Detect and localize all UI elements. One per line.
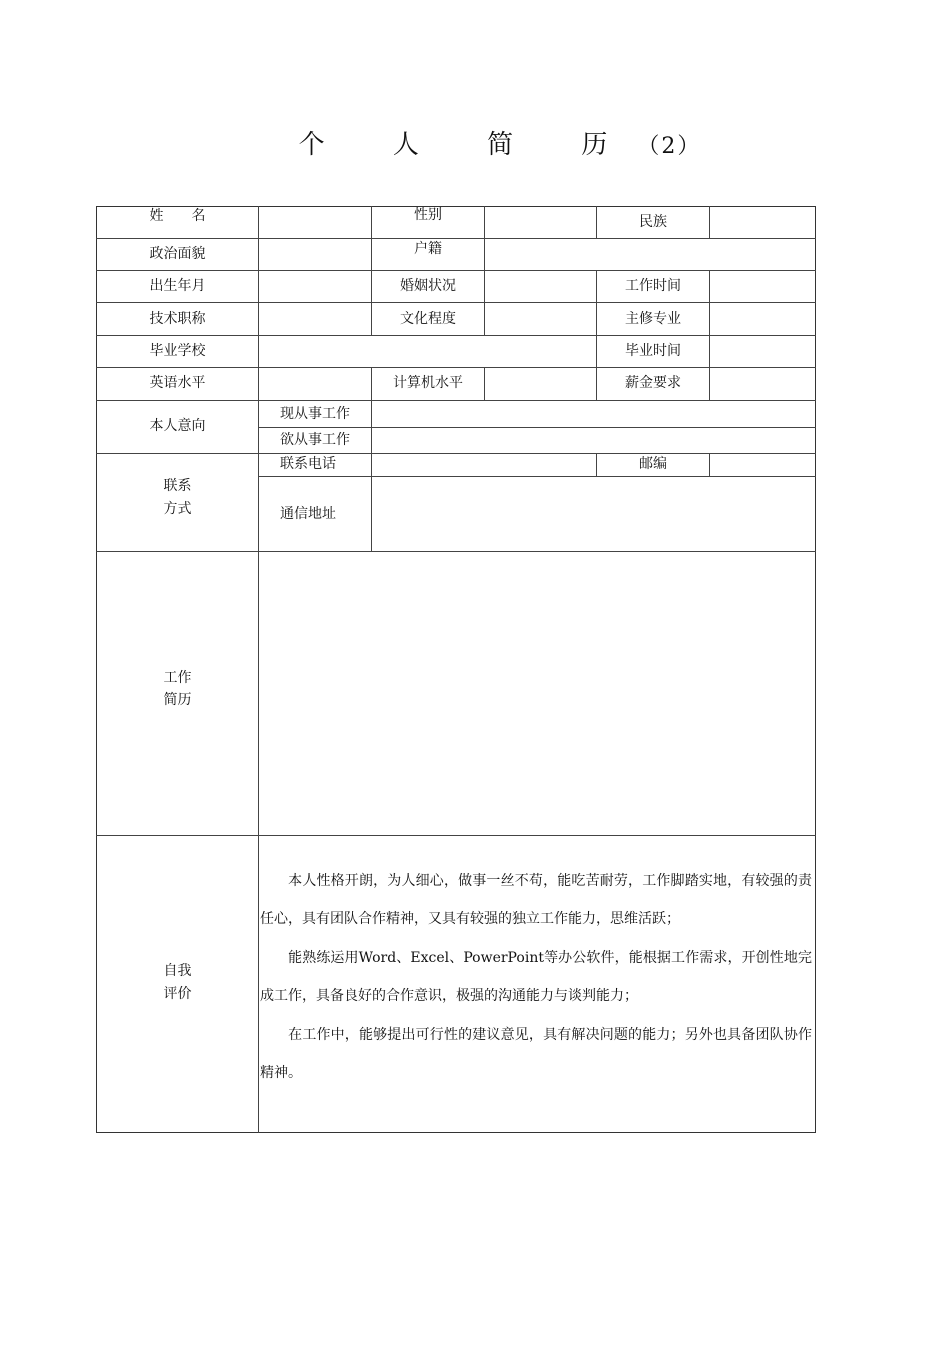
row-line [96,270,816,271]
current-job-field[interactable] [372,401,815,427]
label-contact-line2: 方式 [163,501,192,517]
label-technical-title: 技术职称 [149,311,206,327]
label-birth-date: 出生年月 [149,278,206,294]
label-self-eval-line1: 自我 [163,963,192,979]
label-work-start: 工作时间 [625,278,681,294]
desired-job-field[interactable] [372,428,815,453]
work-history-field[interactable] [259,552,815,835]
gender-field[interactable] [485,207,595,238]
graduated-school-field[interactable] [259,336,595,367]
technical-title-field[interactable] [259,303,370,335]
label-english-level: 英语水平 [149,375,206,391]
postcode-field[interactable] [710,454,815,476]
page-title [0,124,950,161]
english-level-field[interactable] [259,368,370,400]
label-address: 通信地址 [280,506,336,522]
label-household-register: 户籍 [414,241,442,257]
birth-date-field[interactable] [259,271,370,302]
label-phone: 联系电话 [280,456,336,472]
self-evaluation-paragraph-2: 能熟练运用Word、Excel、PowerPoint等办公软件，能根据工作需求，开创性地完成工作，具备良好的合作意识，极强的沟通能力与谈判能力； [260,950,812,1004]
label-salary-expectation: 薪金要求 [625,375,681,391]
ethnicity-field[interactable] [710,207,815,238]
work-start-field[interactable] [710,271,815,302]
graduation-time-field[interactable] [710,336,815,367]
label-education-level: 文化程度 [400,311,456,327]
label-computer-level: 计算机水平 [393,375,463,391]
label-current-job: 现从事工作 [280,406,350,422]
label-desired-job: 欲从事工作 [280,432,350,448]
title-main: 个 人 简 历 [298,130,638,160]
row-line [96,835,816,836]
political-status-field[interactable] [259,239,370,270]
label-self-eval-line2: 评价 [163,986,192,1002]
education-level-field[interactable] [485,303,595,335]
computer-level-field[interactable] [485,368,595,400]
label-intention: 本人意向 [149,418,206,434]
label-gender: 性别 [414,207,442,223]
name-field[interactable] [259,207,370,238]
label-ethnicity: 民族 [639,214,667,230]
label-major: 主修专业 [625,311,681,327]
label-work-history-line2: 简历 [163,692,192,708]
marital-status-field[interactable] [485,271,595,302]
self-evaluation-paragraph-1: 本人性格开朗，为人细心，做事一丝不苟，能吃苦耐劳，工作脚踏实地，有较强的责任心，具有团队合作精神，又具有较强的独立工作能力，思维活跃； [260,873,812,927]
phone-field[interactable] [372,454,595,476]
label-graduated-school: 毕业学校 [149,343,206,359]
address-field[interactable] [372,477,815,551]
label-name: 姓 名 [149,208,206,224]
label-work-history-line1: 工作 [163,670,192,686]
title-suffix: （2） [637,134,702,159]
salary-expectation-field[interactable] [710,368,815,400]
label-contact-line1: 联系 [163,478,192,494]
self-evaluation-paragraph-3: 在工作中，能够提出可行性的建议意见，具有解决问题的能力；另外也具备团队协作精神。 [260,1027,812,1081]
label-postcode: 邮编 [639,456,667,472]
row-line [96,367,816,368]
label-political-status: 政治面貌 [149,246,206,262]
major-field[interactable] [710,303,815,335]
label-graduation-time: 毕业时间 [625,343,681,359]
label-marital-status: 婚姻状况 [400,278,456,294]
household-register-field[interactable] [485,239,815,270]
row-line [96,302,816,303]
